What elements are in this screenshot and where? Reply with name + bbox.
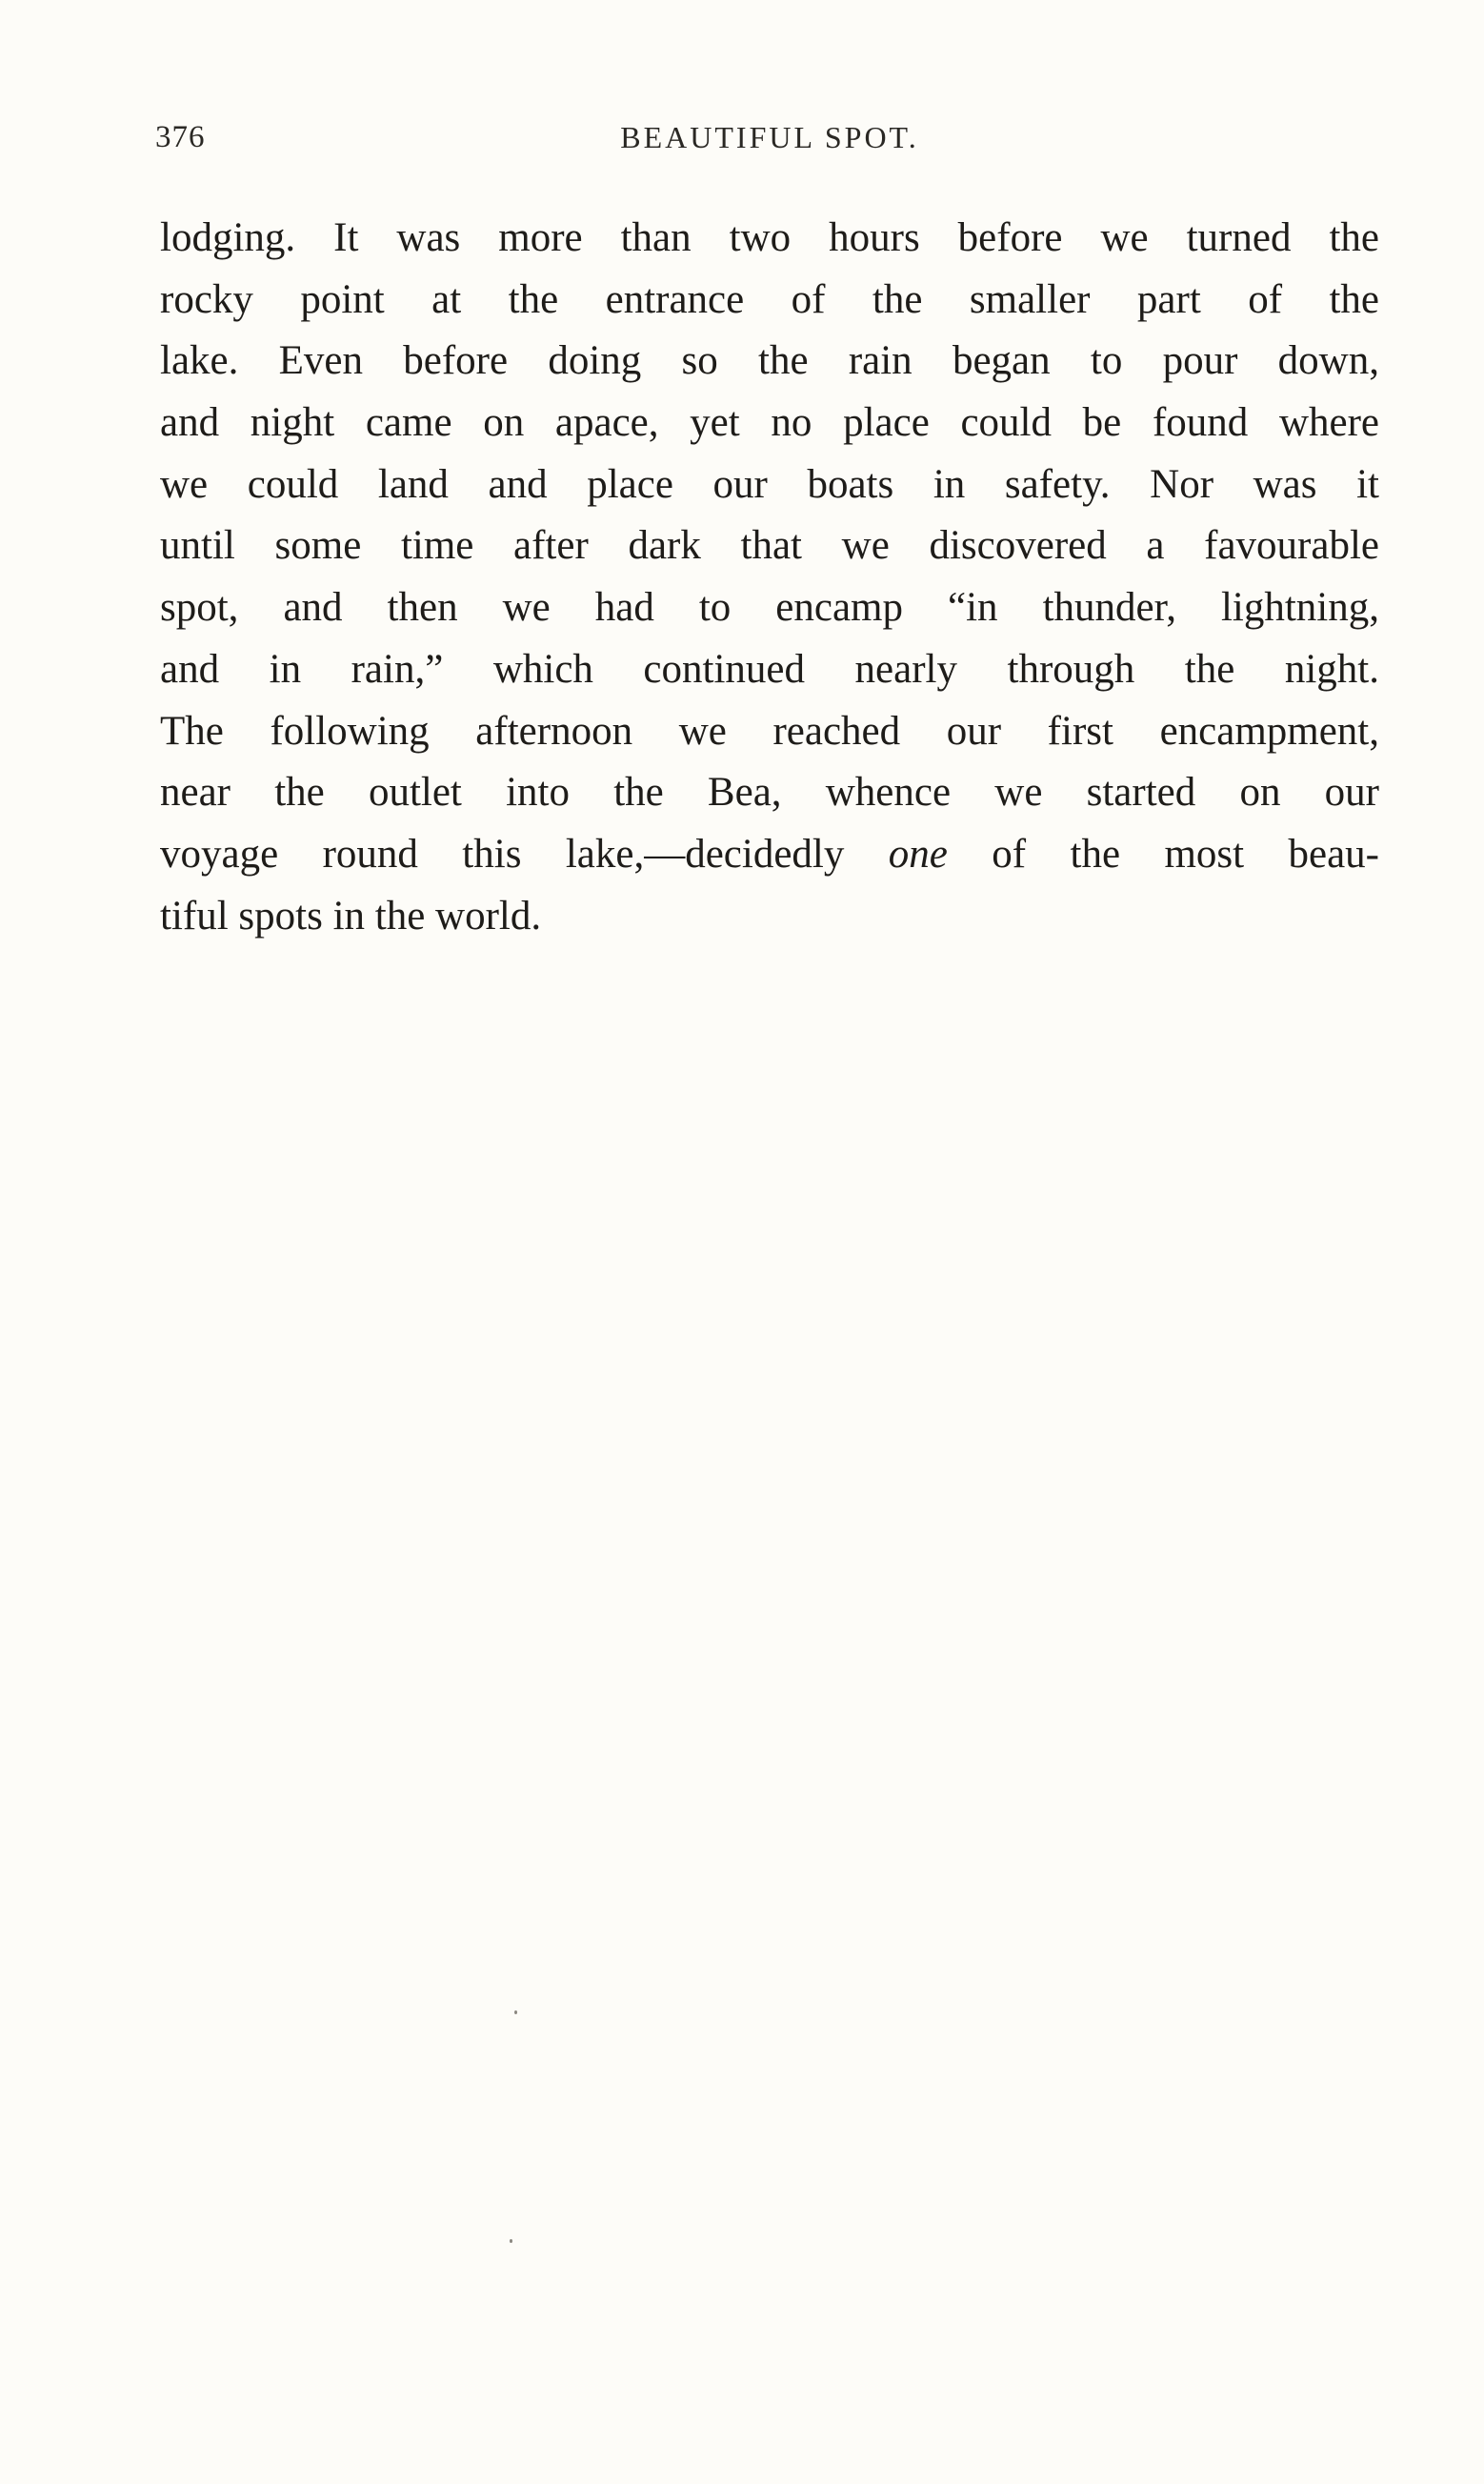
body-text	[160, 208, 1379, 947]
text-line: until some time after dark that we discovered a favourable	[160, 523, 1379, 569]
running-head	[155, 120, 1384, 158]
text-segment: of the most beau-	[947, 831, 1379, 877]
text-line: lake. Even before doing so the rain began to pour down,	[160, 338, 1379, 384]
text-line: we could land and place our boats in safety. Nor was it	[160, 461, 1379, 507]
text-line: spot, and then we had to encamp “in thunder, lightning,	[160, 585, 1379, 631]
text-line: and in rain,” which continued nearly through the night.	[160, 646, 1379, 692]
text-line	[160, 824, 1379, 886]
paper-speck	[514, 2010, 517, 2014]
text-line: and night came on apace, yet no place could be found where	[160, 400, 1379, 446]
text-line: near the outlet into the Bea, whence we started on our	[160, 770, 1379, 816]
running-title: BEAUTIFUL SPOT.	[620, 120, 919, 154]
text-line: rocky point at the entrance of the smaller part of the	[160, 276, 1379, 322]
text-line-final: tiful spots in the world.	[160, 893, 542, 939]
page-number: 376	[155, 120, 206, 154]
text-segment: voyage round this lake,—decidedly	[160, 831, 889, 877]
text-line: The following afternoon we reached our first encampment,	[160, 708, 1379, 754]
paper-speck	[510, 2239, 512, 2243]
text-line: lodging. It was more than two hours before we turned the	[160, 215, 1379, 260]
emphasized-word: one	[888, 831, 948, 877]
